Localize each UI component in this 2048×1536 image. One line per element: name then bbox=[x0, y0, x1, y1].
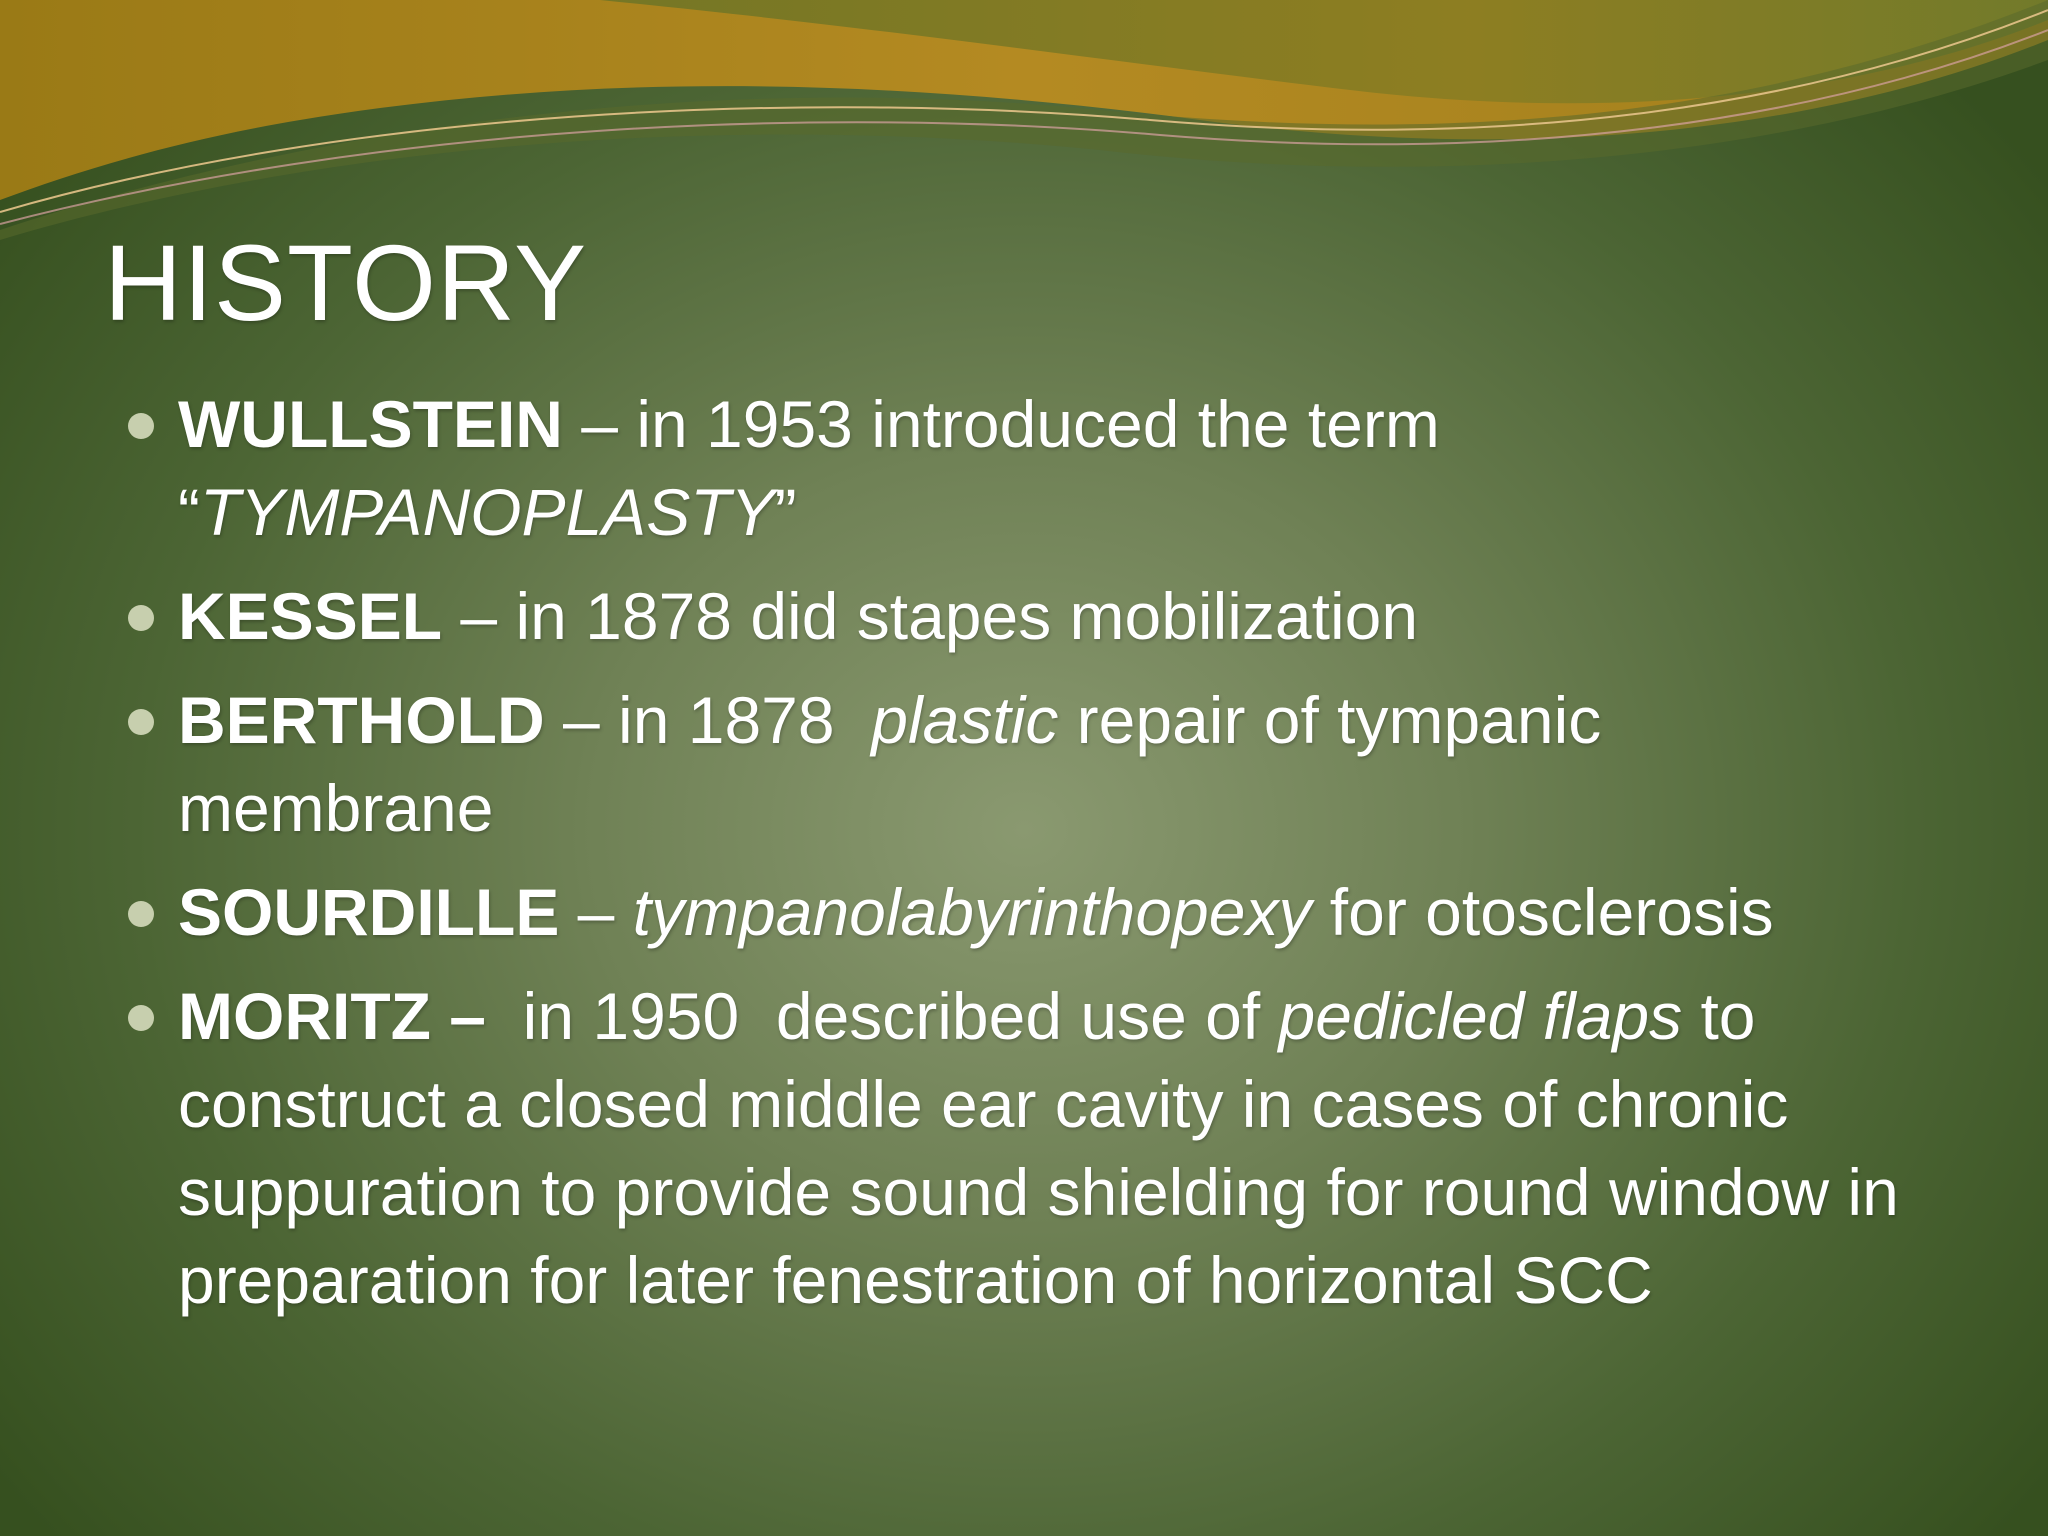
bullet-text: in 1878 did stapes mobilization bbox=[515, 579, 1419, 653]
bullet-dash: – bbox=[562, 387, 637, 461]
bullet-name: WULLSTEIN bbox=[178, 387, 563, 461]
bullet-emphasis: plastic bbox=[871, 683, 1059, 757]
bullet-dot-icon bbox=[128, 413, 154, 439]
bullet-dash: – bbox=[442, 579, 516, 653]
bullet-text: in 1950 described use of bbox=[486, 979, 1279, 1053]
bullet-emphasis: tympanolabyrinthopexy bbox=[632, 875, 1312, 949]
open-quote: “ bbox=[178, 475, 200, 549]
slide-title: HISTORY bbox=[104, 222, 588, 343]
bullet-emphasis: pedicled flaps bbox=[1278, 979, 1683, 1053]
bullet-item-sourdille bbox=[128, 868, 1908, 956]
close-quote: ” bbox=[774, 475, 797, 549]
bullet-dash: – bbox=[559, 875, 633, 949]
bullet-dot-icon bbox=[128, 1005, 154, 1031]
bullet-text: in 1878 bbox=[618, 683, 872, 757]
bullet-text-continued: for otosclerosis bbox=[1311, 875, 1774, 949]
bullet-item-moritz bbox=[128, 972, 1908, 1324]
bullet-dot-icon bbox=[128, 605, 154, 631]
bullet-text-continued: to construct a closed middle ear cavity in cases of chronic suppuration to provide sound shielding for round window in preparation for later fenestration of horizontal SCC bbox=[178, 979, 1899, 1317]
bullet-item-wullstein bbox=[128, 380, 1908, 556]
bullet-list bbox=[128, 380, 1908, 1340]
bullet-name: BERTHOLD bbox=[178, 683, 545, 757]
bullet-name: KESSEL bbox=[178, 579, 443, 653]
bullet-dot-icon bbox=[128, 709, 154, 735]
bullet-dot-icon bbox=[128, 901, 154, 927]
bullet-emphasis: TYMPANOPLASTY bbox=[199, 475, 775, 549]
bullet-item-kessel bbox=[128, 572, 1908, 660]
bullet-text-continued: repair of tympanic membrane bbox=[178, 683, 1602, 845]
bullet-name: SOURDILLE bbox=[178, 875, 560, 949]
bullet-text: in 1953 introduced the term bbox=[636, 387, 1440, 461]
bullet-item-berthold bbox=[128, 676, 1908, 852]
bullet-name: MORITZ – bbox=[178, 979, 486, 1053]
decorative-wave-banner bbox=[0, 0, 2048, 240]
bullet-dash: – bbox=[544, 683, 619, 757]
